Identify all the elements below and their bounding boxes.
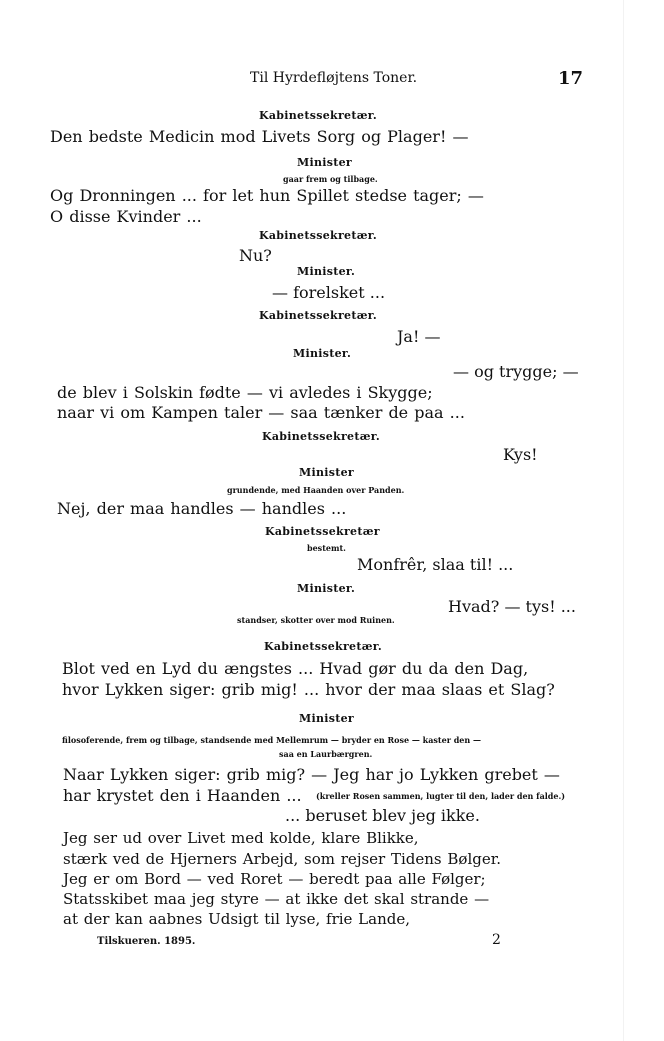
running-head: Til Hyrdefløjtens Toner.: [250, 70, 418, 86]
footer-source: Tilskueren. 1895.: [97, 936, 196, 947]
signature-mark: 2: [492, 932, 501, 948]
speaker-label: Minister: [299, 466, 354, 479]
verse-line: — forelsket ...: [272, 283, 386, 302]
verse-line: Og Dronningen ... for let hun Spillet stedse tager; —: [50, 186, 484, 205]
verse-line: Naar Lykken siger: grib mig? — Jeg har jo Lykken grebet —: [63, 765, 560, 784]
verse-line: Ja! —: [397, 327, 441, 346]
verse-line: de blev i Solskin fødte — vi avledes i Skygge;: [57, 383, 433, 402]
stage-direction: grundende, med Haanden over Panden.: [227, 485, 405, 495]
page-edge: [623, 0, 624, 1041]
verse-line: Jeg er om Bord — ved Roret — beredt paa alle Følger;: [63, 870, 486, 888]
speaker-label: Minister.: [297, 265, 356, 278]
speaker-label: Kabinetssekretær: [265, 525, 380, 538]
verse-line: ... beruset blev jeg ikke.: [285, 806, 480, 825]
page-number: 17: [558, 68, 584, 89]
speaker-label: Minister: [297, 156, 352, 169]
verse-line: Nu?: [239, 246, 272, 265]
verse-line: stærk ved de Hjerners Arbejd, som rejser Tidens Bølger.: [63, 850, 502, 868]
verse-line: hvor Lykken siger: grib mig! ... hvor der maa slaas et Slag?: [62, 680, 555, 699]
speaker-label: Kabinetssekretær.: [262, 430, 380, 443]
verse-line: har krystet den i Haanden ...: [63, 786, 302, 805]
stage-direction: standser, skotter over mod Ruinen.: [237, 615, 395, 625]
verse-line: Statsskibet maa jeg styre — at ikke det skal strande —: [63, 890, 490, 908]
speaker-label: Minister.: [297, 582, 356, 595]
stage-direction: bestemt.: [307, 543, 346, 553]
speaker-label: Minister.: [293, 347, 352, 360]
verse-line: Nej, der maa handles — handles ...: [57, 499, 347, 518]
speaker-label: Kabinetssekretær.: [264, 640, 382, 653]
verse-line: Den bedste Medicin mod Livets Sorg og Plager! —: [50, 127, 469, 146]
speaker-label: Kabinetssekretær.: [259, 309, 377, 322]
verse-line: Blot ved en Lyd du ængstes ... Hvad gør du da den Dag,: [62, 659, 529, 678]
stage-direction: filosoferende, frem og tilbage, standsende med Mellemrum — bryder en Rose — kaster den —: [62, 735, 481, 745]
verse-line: Kys!: [503, 445, 538, 464]
verse-line: Monfrêr, slaa til! ...: [357, 555, 514, 574]
stage-direction: saa en Laurbærgren.: [279, 749, 373, 759]
verse-line: Jeg ser ud over Livet med kolde, klare Blikke,: [63, 829, 419, 847]
verse-line: at der kan aabnes Udsigt til lyse, frie Lande,: [63, 910, 410, 928]
speaker-label: Kabinetssekretær.: [259, 229, 377, 242]
speaker-label: Kabinetssekretær.: [259, 109, 377, 122]
verse-line: Hvad? — tys! ...: [448, 597, 576, 616]
stage-direction: (kreller Rosen sammen, lugter til den, lader den falde.): [316, 791, 566, 801]
verse-line: O disse Kvinder ...: [50, 207, 202, 226]
verse-line: — og trygge; —: [453, 362, 579, 381]
stage-direction: gaar frem og tilbage.: [283, 174, 378, 184]
verse-line: naar vi om Kampen taler — saa tænker de paa ...: [57, 403, 465, 422]
speaker-label: Minister: [299, 712, 354, 725]
